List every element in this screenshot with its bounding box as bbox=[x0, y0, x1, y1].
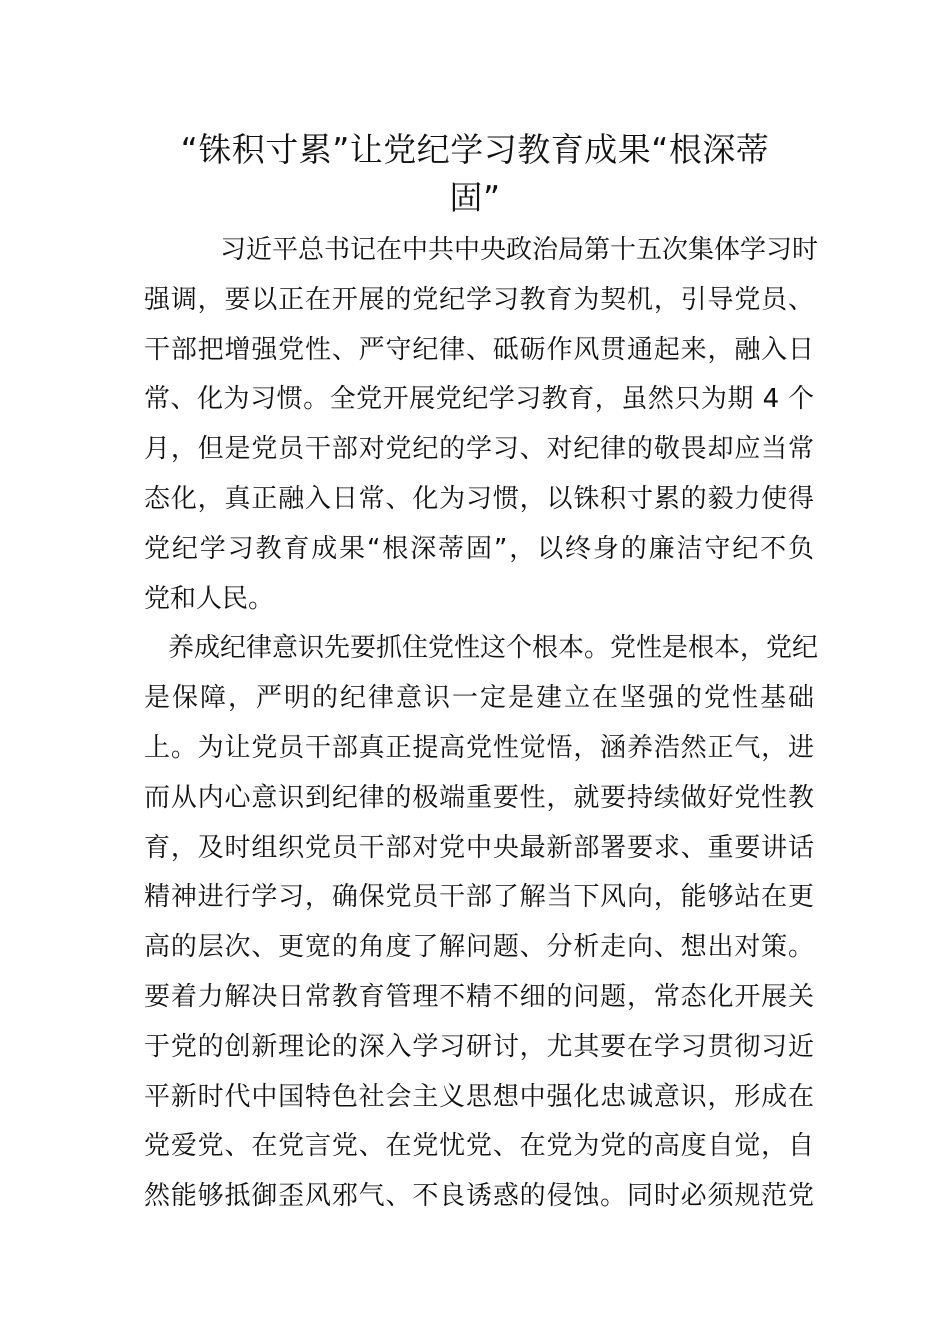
text-line: 干部把增强党性、严守纪律、砥砺作风贯通起来，融入日 bbox=[144, 334, 814, 365]
paragraph-2 bbox=[144, 624, 819, 1222]
document-title bbox=[140, 126, 810, 222]
text-line: 育，及时组织党员干部对党中央最新部署要求、重要讲话 bbox=[144, 832, 814, 863]
text-line: 而从内心意识到纪律的极端重要性，就要持续做好党性教 bbox=[144, 782, 814, 813]
text-line: 习近平总书记在中共中央政治局第十五次集体学习时 bbox=[220, 235, 819, 265]
paragraph-1 bbox=[144, 226, 819, 624]
title-line: 固” bbox=[449, 178, 501, 217]
title-line: “铢积寸累”让党纪学习教育成果“根深蒂 bbox=[180, 130, 770, 169]
text-line: 于党的创新理论的深入学习研讨，尤其要在学习贯彻习近 bbox=[144, 1031, 814, 1062]
text-line: 党爱党、在党言党、在党忧党、在党为党的高度自觉，自 bbox=[144, 1131, 814, 1162]
text-line: 上。为让党员干部真正提高党性觉悟，涵养浩然正气，进 bbox=[144, 732, 814, 763]
text-line: 要着力解决日常教育管理不精不细的问题，常态化开展关 bbox=[144, 981, 814, 1012]
text-line: 养成纪律意识先要抓住党性这个根本。党性是根本，党纪 bbox=[168, 633, 819, 664]
text-line: 态化，真正融入日常、化为习惯，以铢积寸累的毅力使得 bbox=[144, 483, 814, 514]
text-line: 月，但是党员干部对党纪的学习、对纪律的敬畏却应当常 bbox=[144, 434, 814, 465]
text-line: 是保障，严明的纪律意识一定是建立在坚强的党性基础 bbox=[144, 683, 814, 714]
text-line: 高的层次、更宽的角度了解问题、分析走向、想出对策。 bbox=[144, 932, 814, 963]
text-line: 党和人民。 bbox=[144, 583, 275, 614]
text-line: 然能够抵御歪风邪气、不良诱惑的侵蚀。同时必须规范党 bbox=[144, 1181, 814, 1212]
text-line: 常、化为习惯。全党开展党纪学习教育，虽然只为期 4 个 bbox=[144, 384, 814, 415]
document-body bbox=[144, 226, 819, 1222]
text-line: 精神进行学习，确保党员干部了解当下风向，能够站在更 bbox=[144, 882, 814, 913]
text-line: 强调，要以正在开展的党纪学习教育为契机，引导党员、 bbox=[144, 284, 814, 315]
text-line: 平新时代中国特色社会主义思想中强化忠诚意识，形成在 bbox=[144, 1081, 814, 1112]
text-line: 党纪学习教育成果“根深蒂固”，以终身的廉洁守纪不负 bbox=[144, 533, 814, 564]
